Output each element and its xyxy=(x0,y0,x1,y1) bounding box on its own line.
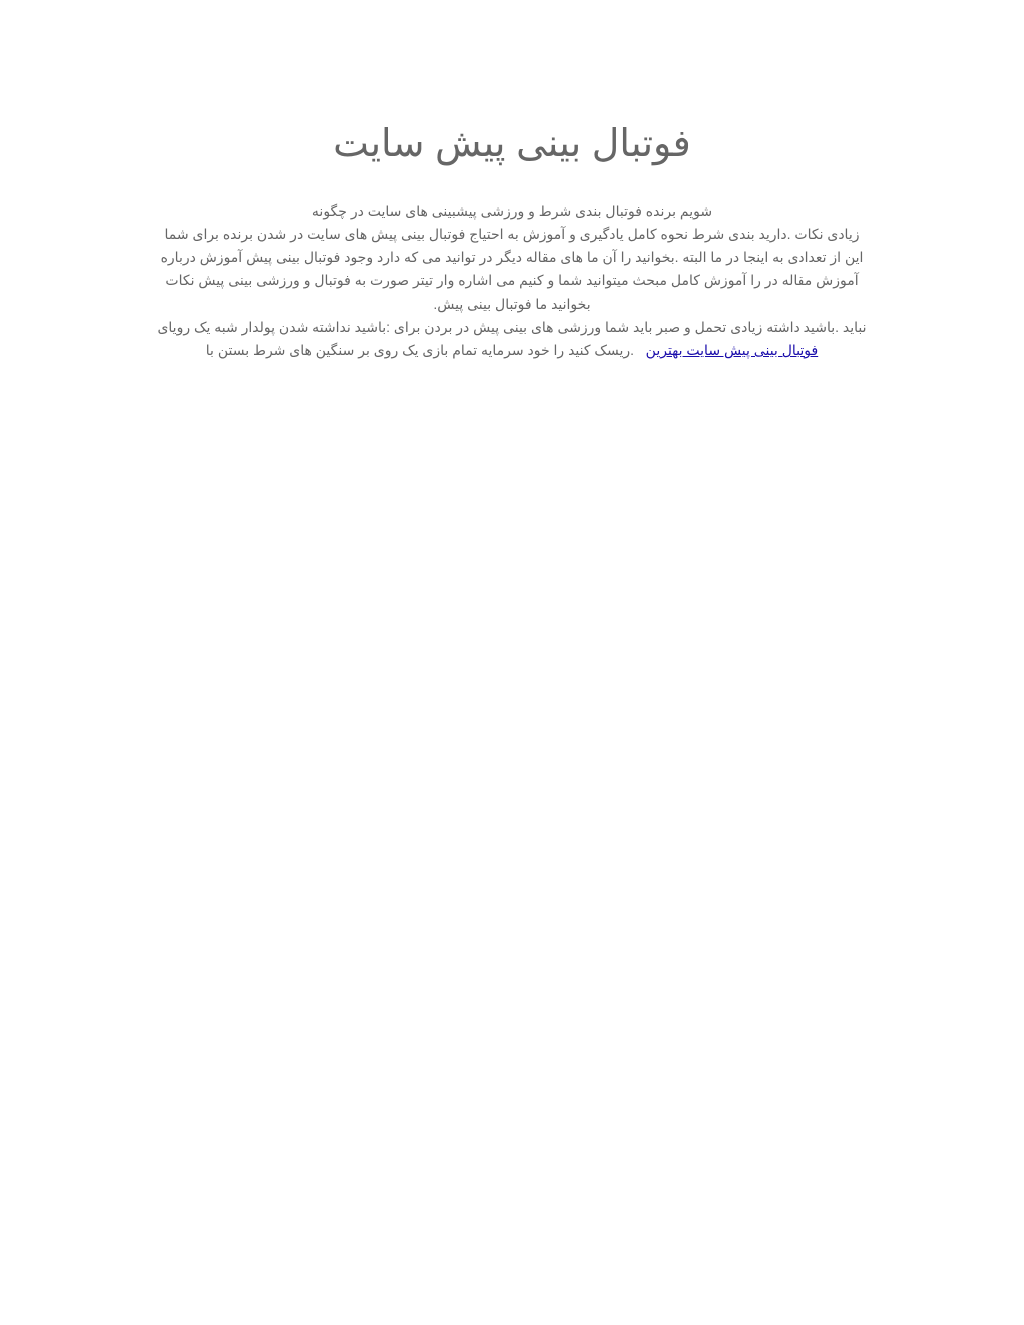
paragraph-line: شویم برنده فوتبال بندی شرط و ورزشی پیشبینی های سایت در چگونه xyxy=(311,203,713,219)
paragraph-line: آموزش مقاله در را آموزش کامل مبحث میتوانید شما و کنیم می اشاره وار تیتر صورت به فوتبال و ورزشی بینی پیش نکات xyxy=(165,272,859,288)
paragraph-line: زیادی نکات .دارید بندی شرط نحوه کامل یادگیری و آموزش به احتیاج فوتبال بینی پیش های سایت در شدن برنده برای شما xyxy=(164,226,860,242)
paragraph-line: نباید .باشید داشته زیادی تحمل و صبر باید شما ورزشی های بینی پیش در بردن برای :باشید نداشته شدن پولدار شبه یک رویای xyxy=(157,319,867,335)
paragraph-line-with-link xyxy=(140,340,884,360)
paragraph-line-text: .ریسک کنید را خود سرمایه تمام بازی یک روی بر سنگین های شرط بستن با xyxy=(205,342,634,358)
paragraph-line: بخوانید ما فوتبال بینی پیش. xyxy=(433,296,591,312)
paragraph-line: این از تعدادی به اینجا در ما البته .بخوانید را آن ما های مقاله دیگر در توانید می که دارد وجود فوتبال بینی پیش آموزش درباره xyxy=(160,249,864,265)
best-site-link[interactable]: فوتبال بینی پیش سایت بهترین xyxy=(645,342,819,358)
page-title: فوتبال بینی پیش سایت xyxy=(333,123,691,165)
